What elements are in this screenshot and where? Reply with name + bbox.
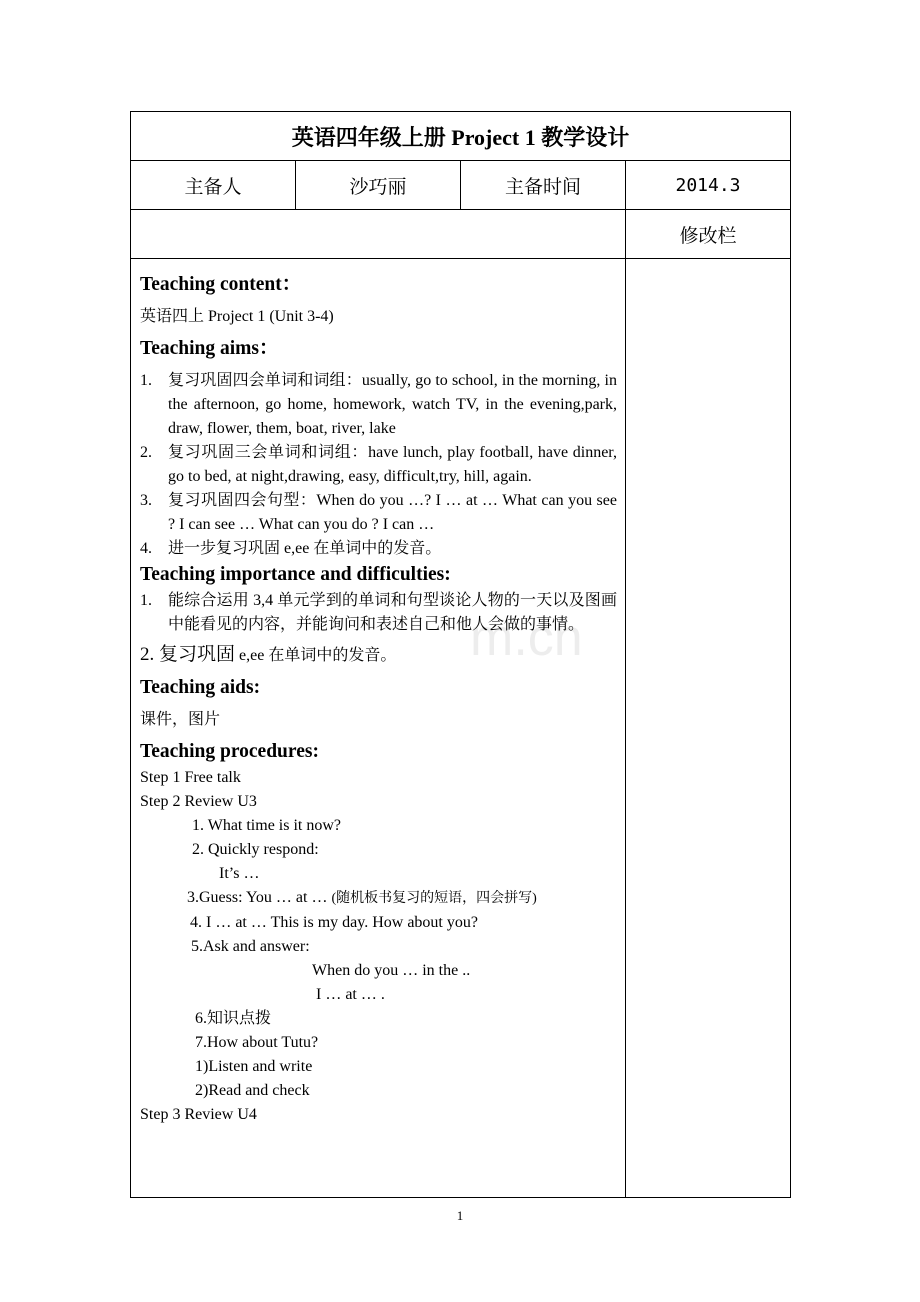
aim-item: 3. 复习巩固四会句型：When do you …? I … at … What can you see ? I can see … What can you do ? I can … xyxy=(140,492,617,533)
page-number: 1 xyxy=(456,1208,464,1223)
procedure-line: When do you … in the .. xyxy=(312,962,471,979)
procedure-step-3: Step 3 Review U4 xyxy=(140,1106,257,1123)
procedure-line: 3.Guess: You … at … (随机板书复习的短语，四会拼写) xyxy=(187,889,537,906)
document-title: 英语四年级上册 Project 1 教学设计 xyxy=(131,112,791,161)
procedure-line: 2)Read and check xyxy=(195,1082,310,1099)
lesson-content-cell xyxy=(131,259,626,1198)
teaching-aims-list xyxy=(140,369,617,561)
revision-column xyxy=(626,259,791,1198)
procedure-line: 5.Ask and answer: xyxy=(191,938,310,955)
importance-item-2: 2. 复习巩固 e,ee 在单词中的发音。 xyxy=(140,644,397,665)
procedure-line: 1. What time is it now? xyxy=(192,817,342,834)
procedure-line: 1)Listen and write xyxy=(195,1058,313,1075)
teaching-content-heading: Teaching content： xyxy=(140,274,302,295)
teaching-aims-heading: Teaching aims： xyxy=(140,338,279,359)
importance-item: 1. 能综合运用 3,4 单元学到的单词和句型谈论人物的一天以及图画中能看见的内容，并能询问和表述自己和他人会做的事情。 xyxy=(140,592,617,633)
procedure-step-2: Step 2 Review U3 xyxy=(140,793,257,810)
procedure-line: 6.知识点拨 xyxy=(195,1010,272,1027)
procedure-line: It’s … xyxy=(219,865,260,882)
preparer-label: 主备人 xyxy=(131,161,296,210)
procedure-step-1: Step 1 Free talk xyxy=(140,769,241,786)
prep-time-label: 主备时间 xyxy=(461,161,626,210)
importance-heading: Teaching importance and difficulties: xyxy=(140,564,451,585)
revision-column-header: 修改栏 xyxy=(626,210,791,259)
procedure-line: 4. I … at … This is my day. How about you? xyxy=(190,914,478,931)
preparer-name: 沙巧丽 xyxy=(296,161,461,210)
teaching-aids-text: 课件，图片 xyxy=(140,711,221,728)
procedures-heading: Teaching procedures: xyxy=(140,741,319,762)
aim-item: 2. 复习巩固三会单词和词组：have lunch, play football, have dinner, go to bed, at night,drawing, easy, difficult,try, hill, again. xyxy=(140,444,617,485)
lesson-plan-table xyxy=(130,111,791,1198)
watermark: m.cn xyxy=(470,609,583,667)
teaching-aids-heading: Teaching aids: xyxy=(140,677,261,698)
aim-item: 4. 进一步复习巩固 e,ee 在单词中的发音。 xyxy=(140,540,442,557)
procedure-line: 7.How about Tutu? xyxy=(195,1034,319,1051)
blank-header-cell xyxy=(131,210,626,259)
procedure-line: I … at … . xyxy=(316,986,385,1003)
aim-item: 1. 复习巩固四会单词和词组：usually, go to school, in the morning, in the afternoon, go home, homework, watch TV, in the evening,park, draw, flower, them, boat, river, lake xyxy=(140,372,617,437)
procedure-line: 2. Quickly respond: xyxy=(192,841,319,858)
prep-time-value: 2014.3 xyxy=(626,161,791,210)
teaching-content-text: 英语四上 Project 1 (Unit 3-4) xyxy=(140,308,334,325)
